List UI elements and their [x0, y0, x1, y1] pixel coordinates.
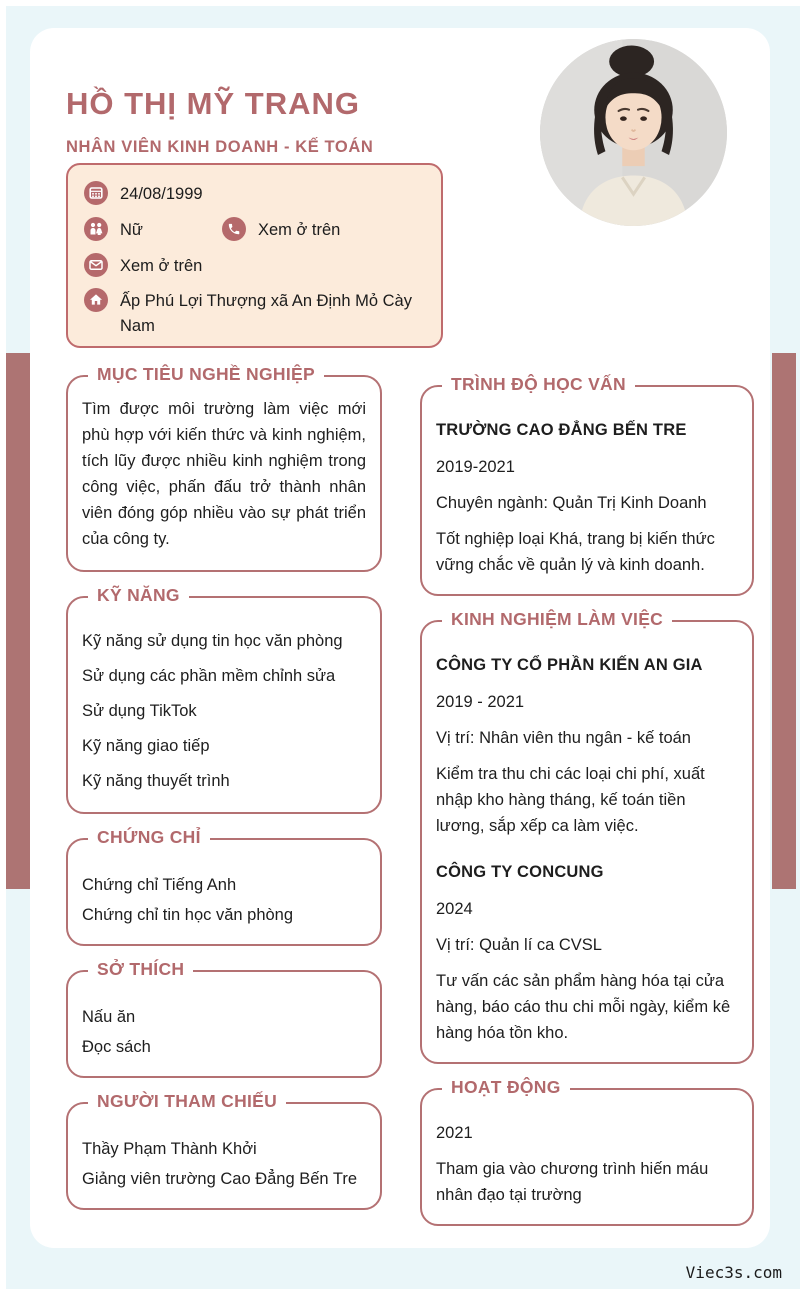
candidate-job-title: NHÂN VIÊN KINH DOANH - KẾ TOÁN	[66, 138, 374, 156]
contact-card	[66, 163, 443, 348]
phone-icon	[222, 217, 246, 241]
objective-text: Tìm được môi trường làm việc mới phù hợp với kiến thức và kinh nghiệm, tích lũy được nhiều kinh nghiệm trong công việc, phấn đấu trở thành nhân viên đóng góp nhiều vào sự phát triển của công ty.	[82, 400, 366, 548]
right-accent-bar	[772, 353, 796, 889]
home-icon	[84, 288, 108, 312]
job-position: Vị trí: Nhân viên thu ngân - kế toán	[436, 729, 691, 747]
section-objective	[66, 364, 382, 572]
job-company: CÔNG TY CỔ PHẦN KIẾN AN GIA	[436, 656, 703, 674]
skill-item: Sử dụng các phần mềm chỉnh sửa	[82, 667, 336, 685]
gender-phone-row	[84, 218, 427, 243]
right-column	[420, 371, 754, 1250]
section-experience	[420, 609, 754, 1064]
section-hobbies-title: SỞ THÍCH	[88, 959, 193, 980]
certificate-item: Chứng chỉ tin học văn phòng	[82, 906, 294, 924]
avatar-illustration	[540, 39, 727, 226]
activity-desc: Tham gia vào chương trình hiến máu nhân đạo tại trường	[436, 1160, 709, 1204]
hobby-item: Nấu ăn	[82, 1008, 136, 1026]
section-skills	[66, 585, 382, 814]
section-skills-title: KỸ NĂNG	[88, 585, 189, 606]
phone-value: Xem ở trên	[258, 220, 341, 239]
email-value: Xem ở trên	[120, 256, 203, 275]
job-desc: Kiểm tra thu chi các loại chi phí, xuất nhập kho hàng tháng, kế toán tiền lương, sắp xếp ca làm việc.	[436, 765, 705, 835]
section-references	[66, 1091, 382, 1210]
cv-card	[30, 28, 770, 1248]
job-period: 2024	[436, 900, 473, 918]
skill-item: Kỹ năng thuyết trình	[82, 772, 230, 790]
gender-icon	[84, 217, 108, 241]
birthday-value: 24/08/1999	[120, 185, 203, 203]
left-accent-bar	[6, 353, 30, 889]
section-certificates-title: CHỨNG CHỈ	[88, 827, 210, 848]
certificate-item: Chứng chỉ Tiếng Anh	[82, 876, 237, 894]
phone-cell	[222, 218, 340, 243]
reference-item: Thầy Phạm Thành Khởi	[82, 1140, 257, 1158]
calendar-icon	[84, 181, 108, 205]
birthday-row	[84, 182, 427, 207]
profile-photo	[540, 39, 727, 226]
experience-job	[436, 859, 738, 1046]
hobby-item: Đọc sách	[82, 1038, 151, 1056]
job-desc: Tư vấn các sản phẩm hàng hóa tại cửa hàng, báo cáo thu chi mỗi ngày, kiểm kê hàng hóa tồn kho.	[436, 972, 731, 1042]
education-period: 2019-2021	[436, 458, 515, 476]
experience-job	[436, 652, 738, 839]
watermark-link[interactable]: Viec3s.com	[685, 1263, 782, 1282]
reference-item: Giảng viên trường Cao Đẳng Bến Tre	[82, 1170, 358, 1188]
section-references-title: NGƯỜI THAM CHIẾU	[88, 1091, 286, 1112]
gender-value: Nữ	[120, 220, 143, 239]
education-school: TRƯỜNG CAO ĐẲNG BẾN TRE	[436, 421, 687, 439]
job-company: CÔNG TY CONCUNG	[436, 863, 604, 881]
section-objective-title: MỤC TIÊU NGHỀ NGHIỆP	[88, 364, 324, 385]
section-education-title: TRÌNH ĐỘ HỌC VẤN	[442, 374, 635, 395]
skill-item: Kỹ năng giao tiếp	[82, 737, 210, 755]
skill-item: Sử dụng TikTok	[82, 702, 197, 720]
job-period: 2019 - 2021	[436, 693, 525, 711]
job-position: Vị trí: Quản lí ca CVSL	[436, 936, 602, 954]
address-value: Ấp Phú Lợi Thượng xã An Định Mỏ Cày Nam	[120, 292, 412, 335]
left-column	[66, 361, 382, 1234]
email-row	[84, 254, 427, 279]
section-hobbies	[66, 959, 382, 1078]
activity-period: 2021	[436, 1124, 473, 1142]
mail-icon	[84, 253, 108, 277]
section-activities-title: HOẠT ĐỘNG	[442, 1077, 570, 1098]
address-row	[84, 289, 427, 339]
candidate-name: HỒ THỊ MỸ TRANG	[66, 86, 360, 121]
education-major: Chuyên ngành: Quản Trị Kinh Doanh	[436, 494, 707, 512]
section-experience-title: KINH NGHIỆM LÀM VIỆC	[442, 609, 672, 630]
section-education	[420, 374, 754, 596]
skill-item: Kỹ năng sử dụng tin học văn phòng	[82, 632, 343, 650]
gender-cell	[84, 218, 222, 243]
education-desc: Tốt nghiệp loại Khá, trang bị kiến thức vững chắc về quản lý và kinh doanh.	[436, 530, 715, 574]
section-activities	[420, 1077, 754, 1226]
section-certificates	[66, 827, 382, 946]
